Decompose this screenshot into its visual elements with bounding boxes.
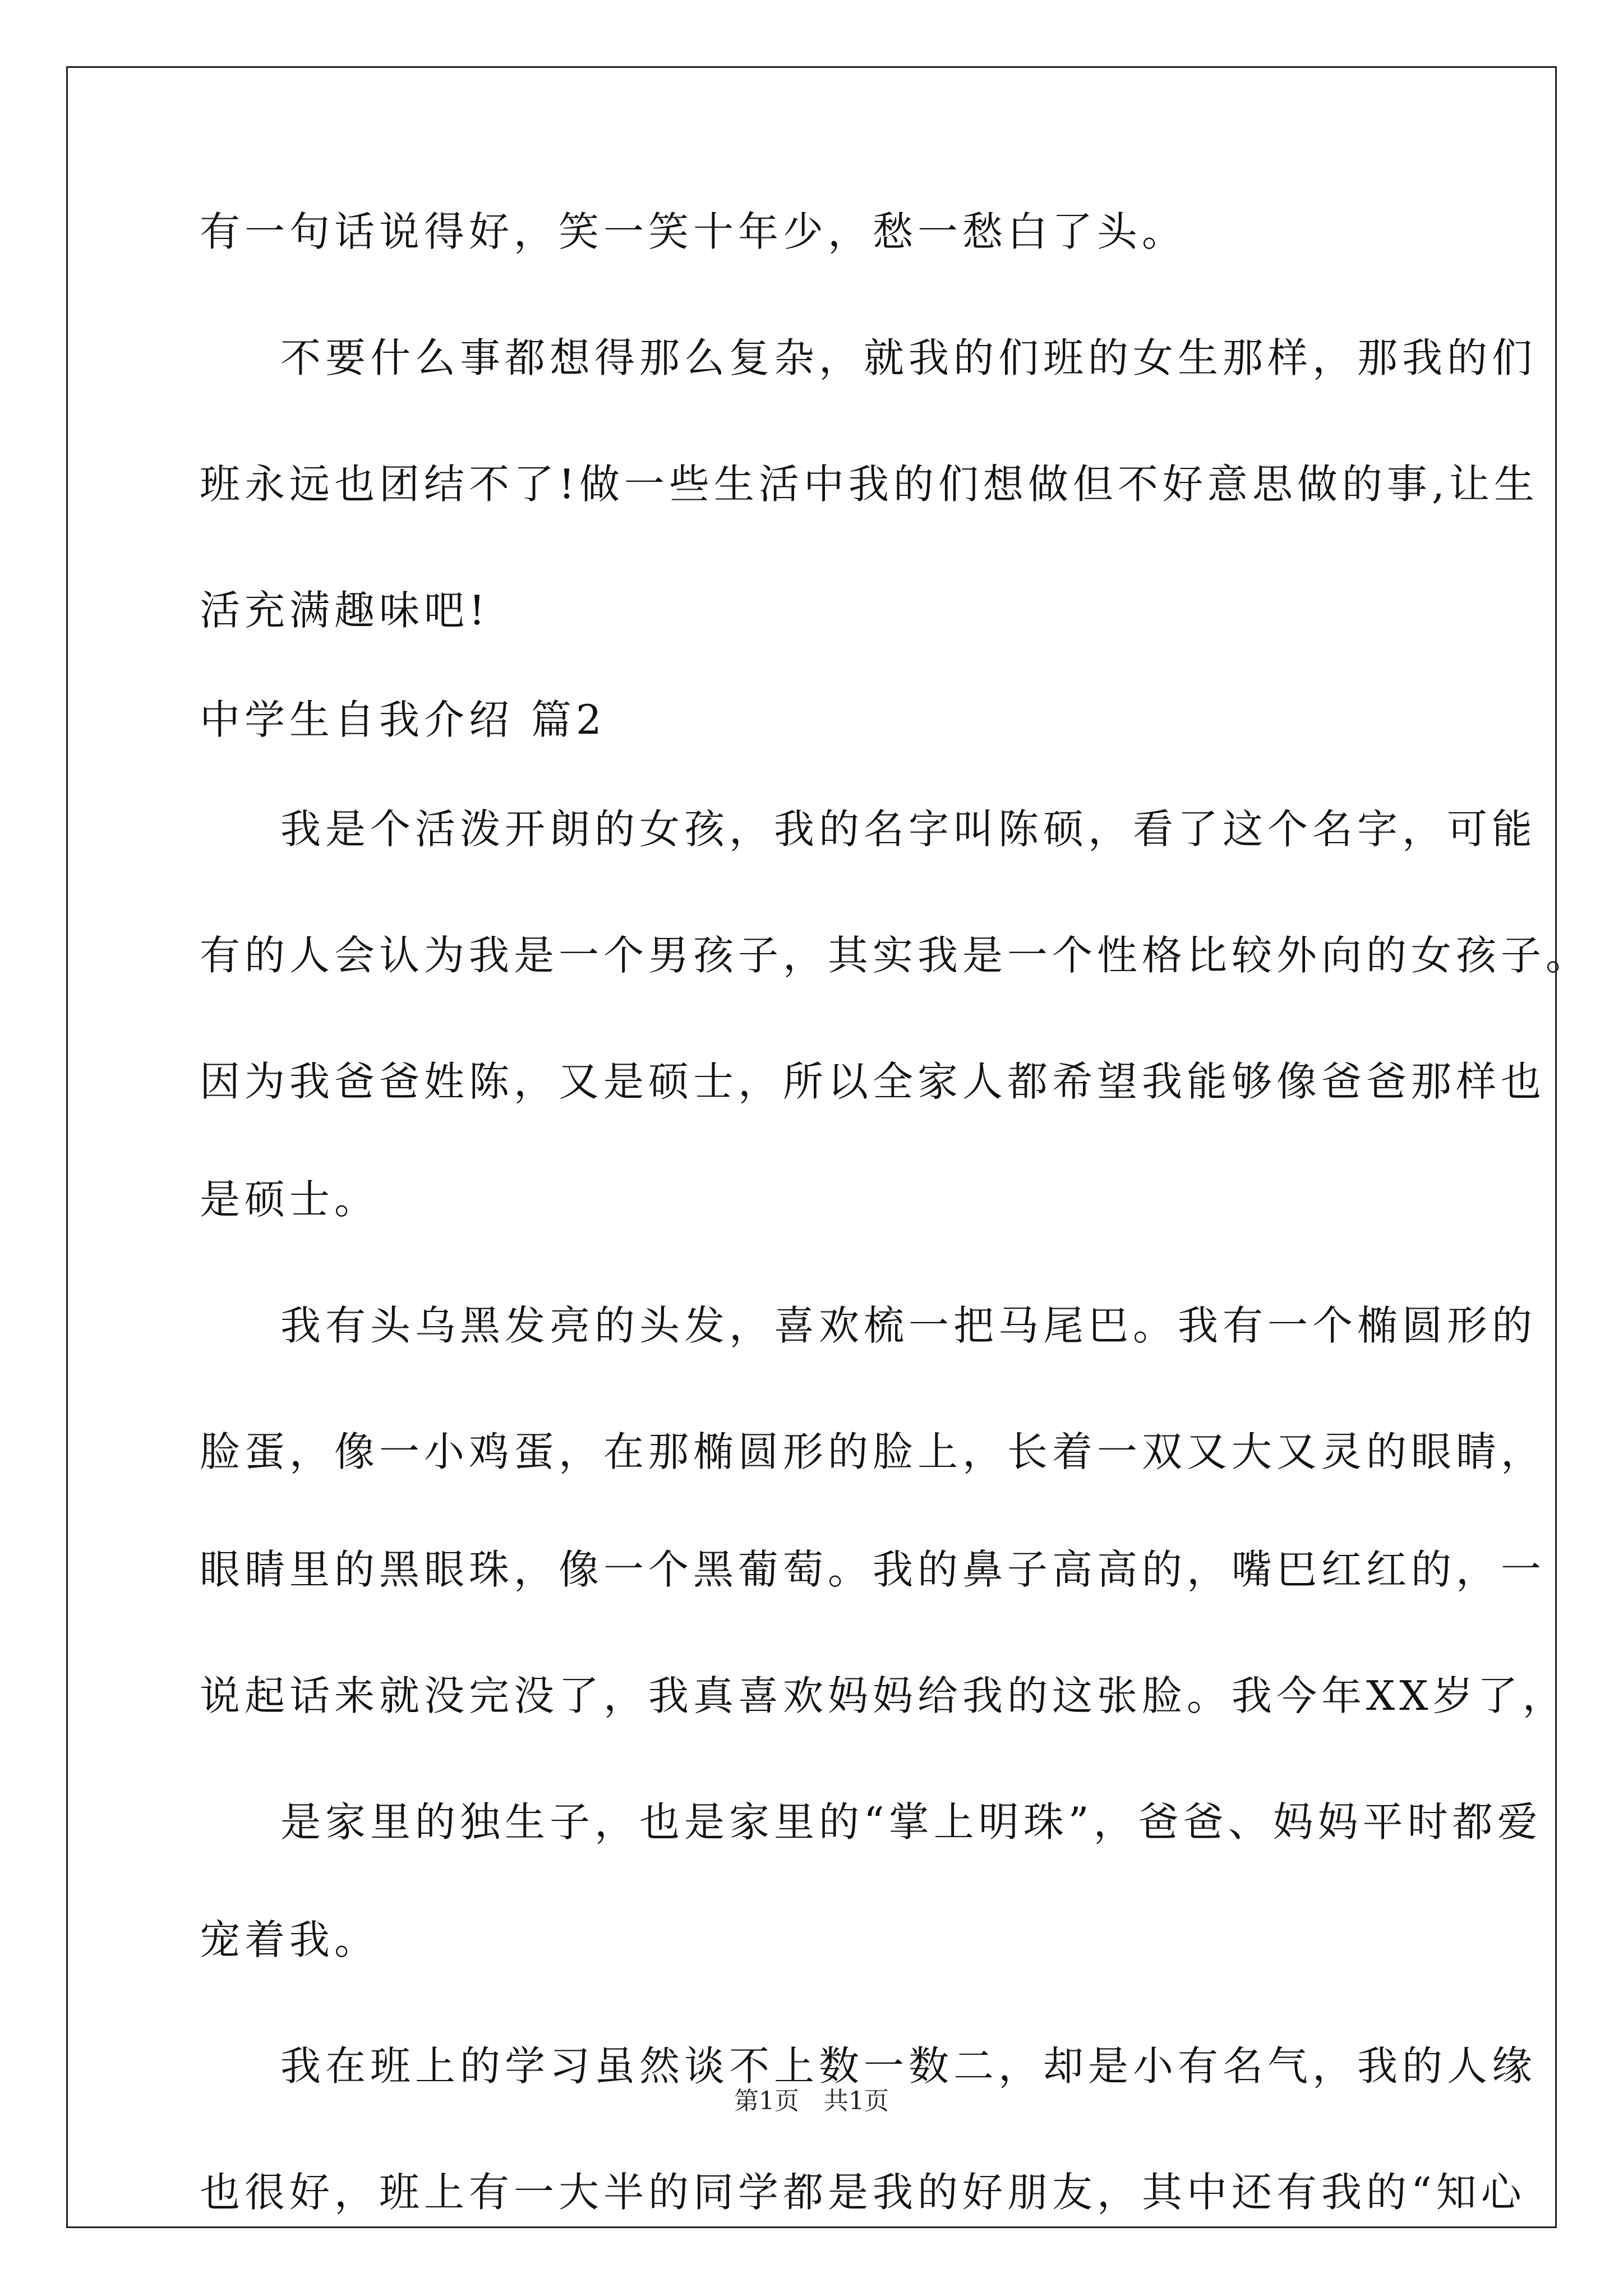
text-line: 不要什么事都想得那么复杂，就我的们班的女生那样，那我的们 [280,334,1537,381]
text-line: 有的人会认为我是一个男孩子，其实我是一个性格比较外向的女孩子。 [200,932,1591,979]
page-footer: 第1页 共1页 [734,2087,889,2115]
text-line: 眼睛里的黑眼珠，像一个黑葡萄。我的鼻子高高的，嘴巴红红的，一 [200,1546,1546,1593]
text-line: 因为我爸爸姓陈，又是硕士，所以全家人都希望我能够像爸爸那样也 [200,1058,1546,1105]
text-line: 宠着我。 [200,1916,380,1963]
text-line: 班永远也团结不了!做一些生活中我的们想做但不好意思做的事,让生 [200,461,1539,508]
text-line: 活充满趣味吧! [200,587,490,634]
text-line: 我有头乌黑发亮的头发，喜欢梳一把马尾巴。我有一个椭圆形的 [280,1302,1537,1349]
text-line: 也很好，班上有一大半的同学都是我的好朋友，其中还有我的“知心 [200,2169,1526,2216]
text-line: 我是个活泼开朗的女孩，我的名字叫陈硕，看了这个名字，可能 [280,806,1537,853]
page-border [66,66,1557,2228]
text-line: 有一句话说得好，笑一笑十年少，愁一愁白了头。 [200,208,1187,255]
text-line: 说起话来就没完没了，我真喜欢妈妈给我的这张脸。我今年XX岁了， [200,1672,1567,1719]
text-line: 是家里的独生子，也是家里的“掌上明珠”，爸爸、妈妈平时都爱 [280,1798,1542,1846]
text-line: 脸蛋，像一小鸡蛋，在那椭圆形的脸上，长着一双又大又灵的眼睛， [200,1428,1546,1475]
text-line: 我在班上的学习虽然谈不上数一数二，却是小有名气，我的人缘 [280,2042,1537,2090]
text-line: 是硕士。 [200,1176,380,1223]
section-heading: 中学生自我介绍 篇2 [200,696,606,743]
